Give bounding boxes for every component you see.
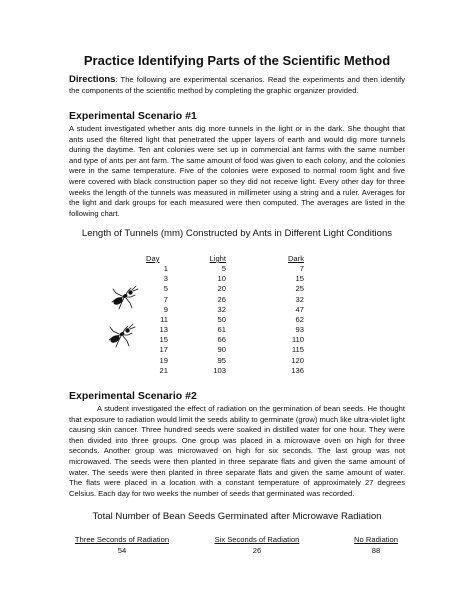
light-cell: 20 xyxy=(217,284,226,294)
dark-cell: 15 xyxy=(295,274,304,284)
day-cell: 17 xyxy=(159,345,168,355)
radiation-header: Six Seconds of Radiation xyxy=(214,535,300,544)
dark-cell: 110 xyxy=(291,335,304,345)
dark-cell: 136 xyxy=(291,365,304,375)
day-cell: 5 xyxy=(163,284,168,294)
radiation-column xyxy=(72,534,172,556)
dark-cell: 120 xyxy=(291,355,304,365)
day-cell: 3 xyxy=(163,274,168,284)
day-cell: 11 xyxy=(160,314,168,324)
light-cell: 66 xyxy=(217,335,226,345)
day-cell: 9 xyxy=(163,304,168,314)
directions-text: : The following are experimental scenarios. Read the experiments and then identify the components of the scientific method by completing the graphic organizer provided. xyxy=(69,75,405,95)
dark-cell: 62 xyxy=(295,314,304,324)
scenario2-chart-title: Total Number of Bean Seeds Germinated after Microwave Radiation xyxy=(92,511,382,522)
dark-cell: 32 xyxy=(295,294,304,304)
day-cell: 13 xyxy=(159,325,168,335)
scenario2-heading: Experimental Scenario #2 xyxy=(69,390,197,402)
dark-cell: 25 xyxy=(295,284,304,294)
light-cell: 5 xyxy=(221,264,226,274)
light-cell: 61 xyxy=(217,325,226,335)
light-cell: 10 xyxy=(217,274,226,284)
radiation-value: 26 xyxy=(252,546,262,555)
light-cell: 90 xyxy=(217,345,226,355)
day-cell: 7 xyxy=(163,294,168,304)
scenario1-heading: Experimental Scenario #1 xyxy=(69,110,197,122)
day-cell: 21 xyxy=(159,365,168,375)
light-cell: 50 xyxy=(217,314,226,324)
scenario1-text: A student investigated whether ants dig more tunnels in the light or in the dark. She thought that ants used the filtered light that penetrated the upper layers of earth and would dig more tunnels during the daytime. Ten ant colonies were set up in commercial ant farms with the same number and type of ants per ant farm. The same amount of food was given to each colony, and the colonies were in the same temperature. Five of the colonies were exposed to normal room light and five were covered with black construction paper so they did not receive light. Every other day for three weeks the length of the tunnels was measured in millimeter using a string and a ruler. Averages for the light and dark groups for each measured were then computed. The averages are listed in the following chart. xyxy=(69,124,405,218)
dark-header: Dark xyxy=(287,254,304,263)
light-column xyxy=(196,254,226,376)
dark-column xyxy=(268,254,304,376)
radiation-column xyxy=(207,534,307,556)
radiation-header: Three Seconds of Radiation xyxy=(74,535,170,544)
ant-icon xyxy=(110,284,140,312)
scenario1-chart-title: Length of Tunnels (mm) Constructed by Ants in Different Light Conditions xyxy=(81,228,393,239)
ant-icon xyxy=(107,322,137,350)
dark-cell: 93 xyxy=(295,325,304,335)
directions-label: Directions xyxy=(69,74,116,85)
scenario2-text: A student investigated the effect of radiation on the germination of bean seeds. He thought that exposure to radiation would limit the seeds ability to germinate (grow) much like ultra-violet light causing skin cancer. Three hundred seeds were soaked in distilled water for one hour. They were then divided into three groups. One group was placed in a microwave oven on high for three seconds. Another group was microwaved on high for six seconds. The last group was not microwaved. The seeds were then planted in three separate flats and given the same amount of water. The seeds were then planted in three separate flats and given the same amount of water. The flats were placed in a location with a constant temperature of approximately 27 degrees Celsius. Each day for two weeks the number of seeds that germinated was recorded. xyxy=(69,404,405,498)
light-cell: 32 xyxy=(217,304,226,314)
light-header: Light xyxy=(209,254,226,263)
directions-paragraph xyxy=(69,75,405,96)
day-cell: 19 xyxy=(159,355,168,365)
day-cell: 1 xyxy=(163,264,168,274)
radiation-value: 54 xyxy=(117,546,127,555)
radiation-column xyxy=(346,534,406,556)
light-cell: 95 xyxy=(217,355,226,365)
day-cell: 15 xyxy=(159,335,168,345)
radiation-value: 88 xyxy=(371,546,381,555)
radiation-header: No Radiation xyxy=(354,535,398,544)
light-cell: 26 xyxy=(217,294,226,304)
dark-cell: 47 xyxy=(295,304,304,314)
dark-cell: 115 xyxy=(291,345,304,355)
dark-cell: 7 xyxy=(299,264,304,274)
day-column xyxy=(146,254,168,376)
light-cell: 103 xyxy=(213,365,226,375)
page-title: Practice Identifying Parts of the Scientific Method xyxy=(83,53,391,68)
day-header: Day xyxy=(146,254,160,263)
